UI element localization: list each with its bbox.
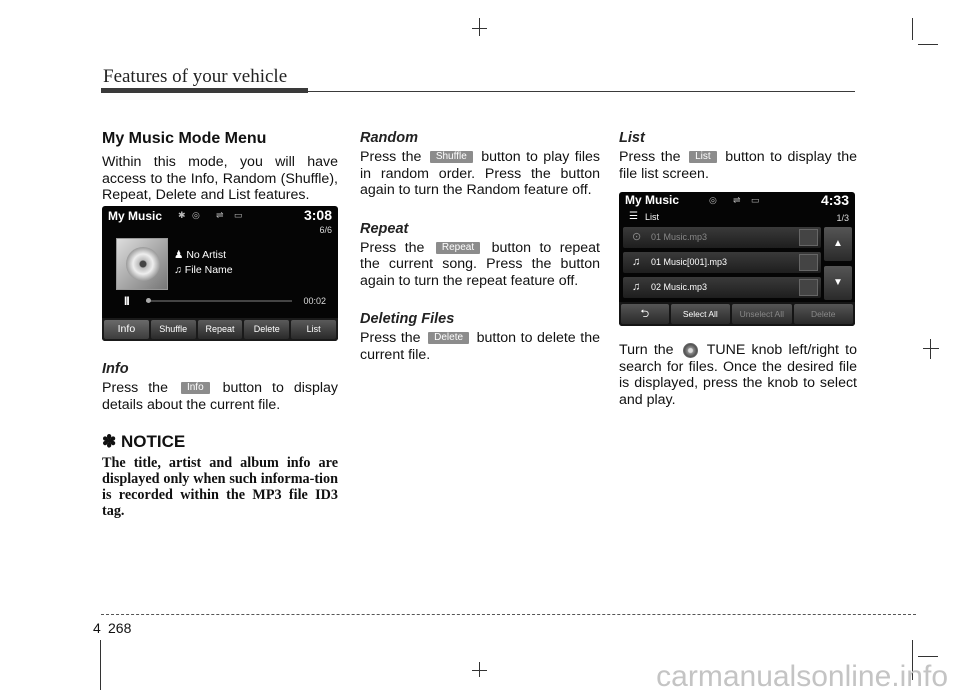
disc-icon [126, 247, 160, 281]
pause-icon[interactable]: II [124, 294, 129, 308]
header-rule-accent [101, 88, 308, 93]
usb-icon: ⇌ [733, 195, 741, 205]
crop-mark-right [930, 339, 931, 359]
shuffle-button: Shuffle [430, 151, 473, 163]
artist-name: No Artist [186, 249, 227, 261]
screen2-title: My Music [625, 193, 680, 207]
file-row-name: 01 Music[001].mp3 [651, 257, 728, 267]
list-heading: List [619, 130, 645, 146]
list-text-post: button to display the file list screen. [619, 149, 857, 182]
repeat-heading: Repeat [360, 220, 409, 237]
random-text-pre: Press the [360, 149, 422, 165]
page-number: 268 [108, 620, 132, 636]
chapter-number: 4 [93, 620, 101, 636]
delete-button: Delete [428, 332, 469, 344]
battery-icon: ▭ [234, 210, 243, 220]
column-1 [102, 130, 338, 204]
notice-heading: ✽ NOTICE [102, 432, 186, 451]
delete-files-button[interactable]: Delete [794, 304, 853, 324]
tune-text-pre: Turn the [619, 342, 674, 358]
battery-icon: ▭ [751, 195, 760, 205]
screen-tab-bar [102, 318, 338, 341]
usb-icon: ⇌ [216, 210, 224, 220]
music-note-icon: ♫ [174, 264, 185, 276]
music-note-icon: ♫ [632, 281, 641, 293]
track-count: 6/6 [319, 225, 332, 235]
music-note-icon: ♫ [632, 256, 641, 268]
section-header-title: Features of your vehicle [103, 66, 288, 87]
list-label: List [645, 212, 660, 222]
tab-list[interactable]: List [291, 320, 336, 339]
random-heading: Random [360, 130, 418, 146]
file-name: File Name [184, 264, 233, 276]
crop-mark-top-right-h [918, 44, 938, 45]
file-row-name: 02 Music.mp3 [651, 282, 708, 292]
column-2 [360, 130, 600, 363]
bluetooth-icon: ✱ [178, 210, 186, 220]
info-section [102, 361, 338, 413]
file-line [174, 264, 233, 276]
progress-bar[interactable] [146, 300, 292, 302]
file-row-checkbox[interactable] [799, 229, 818, 246]
progress-handle[interactable] [146, 298, 151, 303]
screen2-clock: 4:33 [820, 192, 849, 208]
info-text [102, 380, 338, 413]
file-list-screen [619, 192, 855, 326]
list-action-bar [619, 302, 855, 326]
crop-mark-bottom-left [100, 640, 101, 690]
file-row-checkbox[interactable] [799, 254, 818, 271]
list-button: List [689, 151, 717, 163]
tune-knob-icon [683, 343, 698, 358]
clock: 3:08 [303, 207, 332, 223]
deleting-files-heading: Deleting Files [360, 311, 455, 327]
file-row-checkbox[interactable] [799, 279, 818, 296]
signal-icon: ◎ [709, 195, 717, 205]
artist-line [174, 249, 226, 261]
footer-rule [101, 614, 916, 615]
info-button: Info [181, 382, 210, 394]
crop-mark-top-cross [472, 28, 487, 29]
delete-text [360, 330, 600, 363]
back-button[interactable]: ⮌ [621, 304, 669, 324]
crop-mark-top-right [912, 18, 913, 40]
play-icon: ⊙ [632, 231, 642, 243]
tune-text [619, 342, 857, 408]
scroll-up-button[interactable]: ▲ [824, 227, 852, 261]
signal-icon: ◎ [192, 210, 200, 220]
page-indicator: 1/3 [836, 213, 849, 223]
column-3 [619, 130, 857, 182]
tune-section [619, 342, 857, 408]
watermark: carmanualsonline.info [656, 660, 948, 693]
unselect-all-button[interactable]: Unselect All [732, 304, 791, 324]
tab-info[interactable]: Info [104, 320, 149, 339]
select-all-button[interactable]: Select All [671, 304, 730, 324]
notice-text: The title, artist and album info are displayed only when such informa-tion is recorded within the MP3 file ID3 tag. [102, 454, 338, 520]
repeat-button: Repeat [436, 242, 480, 254]
info-text-post: button to display details about the current file. [102, 380, 339, 413]
my-music-screen [102, 206, 338, 341]
repeat-text [360, 240, 600, 290]
tab-delete[interactable]: Delete [244, 320, 289, 339]
info-heading: Info [102, 361, 129, 377]
info-text-pre: Press the [102, 380, 168, 396]
repeat-text-pre: Press the [360, 239, 425, 256]
notice-box [102, 434, 338, 519]
crop-mark-bottom-cross [472, 670, 487, 671]
file-row[interactable] [623, 252, 821, 273]
screen-title: My Music [108, 209, 163, 223]
random-text-post: button to play files in random order. Press the button again to turn the Random feature off. [360, 149, 600, 198]
scroll-down-button[interactable]: ▼ [824, 266, 852, 300]
tab-repeat[interactable]: Repeat [198, 320, 243, 339]
list-icon: ☰ [629, 211, 638, 222]
tab-shuffle[interactable]: Shuffle [151, 320, 196, 339]
crop-mark-right-cross [923, 348, 939, 349]
my-music-intro: Within this mode, you will have access to the Info, Random (Shuffle), Repeat, Delete and List features. [102, 154, 338, 203]
repeat-text-post: button to repeat the current song. Press the button again to turn the repeat feature off. [360, 239, 600, 289]
list-text-pre: Press the [619, 149, 681, 165]
tune-text-post: TUNE knob left/right to search for files. Once the desired file is displayed, press the knob to select and play. [619, 342, 858, 408]
delete-text-post: button to delete the current file. [360, 330, 600, 363]
random-text [360, 149, 600, 199]
my-music-menu-heading: My Music Mode Menu [102, 130, 267, 147]
file-row[interactable] [623, 227, 821, 248]
person-icon: ♟ [174, 249, 187, 261]
crop-mark-bottom-right-h [918, 656, 938, 657]
elapsed-time: 00:02 [303, 296, 326, 306]
crop-mark-top [479, 18, 480, 36]
file-row[interactable] [623, 277, 821, 298]
list-text [619, 149, 857, 182]
delete-text-pre: Press the [360, 330, 421, 346]
file-row-name: 01 Music.mp3 [651, 232, 708, 242]
